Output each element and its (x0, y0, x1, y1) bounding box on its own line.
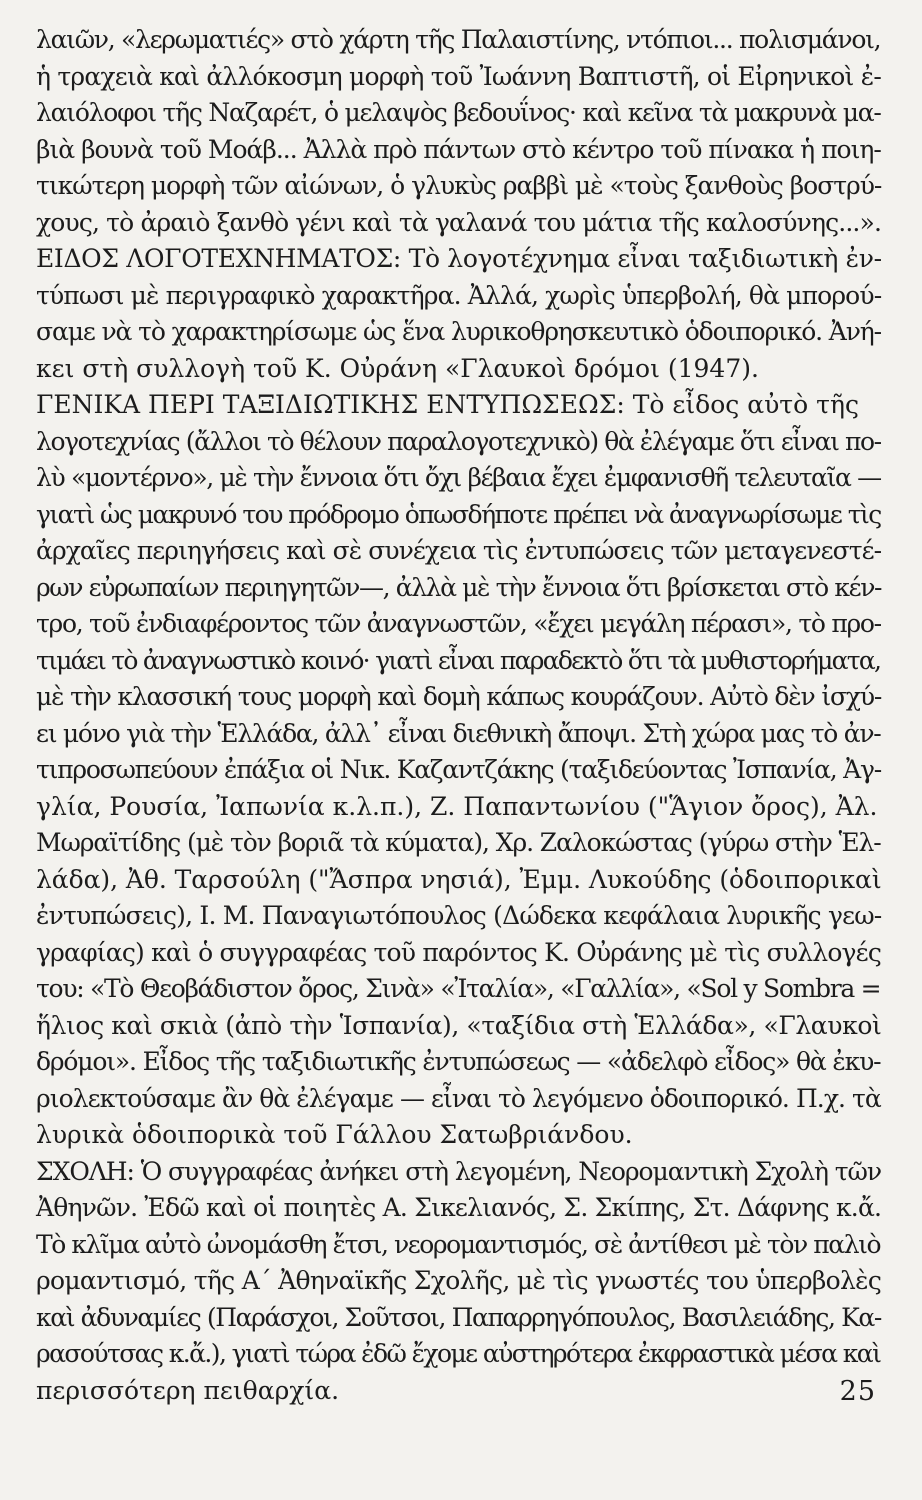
section-heading-line: ΓΕΝΙΚΑ ΠΕΡΙ ΤΑΞΙΔΙΩΤΙΚΗΣ ΕΝΤΥΠΩΣΕΩΣ: Τὸ εἶδος αὐτὸ τῆς (36, 390, 859, 419)
text-line: τικώτερη μορφὴ τῶν αἰώνων, ὁ γλυκὺς ραββὶ μὲ «τοὺς ξανθοὺς βοστρύ- (36, 171, 882, 200)
text-line: λάδα), Ἀθ. Ταρσούλη ("Ἄσπρα νησιά), Ἐμμ. Λυκούδης (ὁδοιπορικαὶ (36, 864, 882, 894)
text-line: λαιόλοφοι τῆς Ναζαρέτ, ὁ μελαψὸς βεδουΐνος· καὶ κεῖνα τὰ μακρυνὰ μα- (36, 98, 881, 127)
text-line: τύπωσι μὲ περιγραφικὸ χαρακτῆρα. Ἀλλά, χωρὶς ὑπερβολή, θὰ μπορού- (36, 280, 882, 310)
text-line: δρόμοι». Εἶδος τῆς ταξιδιωτικῆς ἐντυπώσεως — «ἀδελφὸ εἶδος» θὰ ἐκυ- (36, 1047, 881, 1076)
text-line: του: «Τὸ Θεοβάδιστον ὄρος, Σινὰ» «Ἰταλία», «Γαλλία», «Sol y Sombra = (36, 974, 881, 1003)
text-line: Ἀθηνῶν. Ἐδῶ καὶ οἱ ποιητὲς Α. Σικελιανός, Σ. Σκίπης, Στ. Δάφνης κ.ἄ. (36, 1193, 882, 1222)
text-line: λαιῶν, «λερωματιές» στὸ χάρτη τῆς Παλαιστίνης, ντόπιοι... πολισμάνοι, (36, 25, 881, 54)
text-line: χους, τὸ ἀραιὸ ξανθὸ γένι καὶ τὰ γαλανά του μάτια τῆς καλοσύνης...». (36, 207, 882, 237)
text-line: σαμε νὰ τὸ χαρακτηρίσωμε ὡς ἕνα λυρικοθρησκευτικὸ ὁδοιπορικό. Ἀνή- (36, 317, 881, 346)
text-line: γραφίας) καὶ ὁ συγγραφέας τοῦ παρόντος Κ. Οὐράνης μὲ τὶς συλλογές (36, 937, 882, 967)
text-line: ρων εὐρωπαίων περιηγητῶν—, ἀλλὰ μὲ τὴν ἔννοια ὅτι βρίσκεται στὸ κέν- (36, 572, 882, 602)
text-line: ἡ τραχειὰ καὶ ἀλλόκοσμη μορφὴ τοῦ Ἰωάννη Βαπτιστῆ, οἱ Εἰρηνικοὶ ἐ- (36, 61, 882, 91)
section-heading-line: ΕΙΔΟΣ ΛΟΓΟΤΕΧΝΗΜΑΤΟΣ: Τὸ λογοτέχνημα εἶναι ταξιδιωτικὴ ἐν- (36, 244, 882, 273)
text-line: λὺ «μοντέρνο», μὲ τὴν ἔννοια ὅτι ὄχι βέβαια ἔχει ἐμφανισθῆ τελευταῖα — (36, 463, 881, 492)
text-line: γιατὶ ὡς μακρυνό του πρόδρομο ὁπωσδήποτε πρέπει νὰ ἀναγνωρίσωμε τὶς (36, 499, 881, 529)
text-line: βιὰ βουνὰ τοῦ Μοάβ... Ἀλλὰ πρὸ πάντων στὸ κέντρο τοῦ πίνακα ἡ ποιη- (36, 134, 881, 164)
text-line: ρομαντισμό, τῆς Α´ Ἀθηναϊκῆς Σχολῆς, μὲ τὶς γνωστές του ὑπερβολὲς (36, 1266, 882, 1295)
text-line: ρασούτσας κ.ἄ.), γιατὶ τώρα ἐδῶ ἔχομε αὐστηρότερα ἐκφραστικὰ μέσα καὶ (36, 1339, 881, 1368)
text-line: ἥλιος καὶ σκιὰ (ἀπὸ τὴν Ἱσπανία), «ταξίδια στὴ Ἑλλάδα», «Γλαυκοὶ (36, 1010, 882, 1040)
text-line: Μωραϊτίδης (μὲ τὸν βοριᾶ τὰ κύματα), Χρ. Ζαλοκώστας (γύρω στὴν Ἑλ- (36, 828, 881, 857)
text-line: ει μόνο γιὰ τὴν Ἑλλάδα, ἀλλ᾽ εἶναι διεθνικὴ ἄποψι. Στὴ χώρα μας τὸ ἀν- (36, 718, 881, 748)
page-body (36, 22, 882, 1409)
text-line: ἀρχαῖες περιηγήσεις καὶ σὲ συνέχεια τὶς ἐντυπώσεις τῶν μεταγενεστέ- (36, 536, 882, 565)
text-line: τρο, τοῦ ἐνδιαφέροντος τῶν ἀναγνωστῶν, «ἔχει μεγάλη πέρασι», τὸ προ- (36, 609, 881, 638)
text-line: λυρικὰ ὁδοιπορικὰ τοῦ Γάλλου Σατωβριάνδου. (36, 1120, 633, 1149)
text-line: μὲ τὴν κλασσική τους μορφὴ καὶ δομὴ κάπως κουράζουν. Αὐτὸ δὲν ἰσχύ- (36, 682, 882, 711)
text-line: καὶ ἀδυναμίες (Παράσχοι, Σοῦτσοι, Παπαρρηγόπουλος, Βασιλειάδης, Κα- (36, 1302, 881, 1332)
section-heading-line: ΣΧΟΛΗ: Ὁ συγγραφέας ἀνήκει στὴ λεγομένη, Νεορομαντικὴ Σχολὴ τῶν (36, 1156, 882, 1186)
text-line: γλία, Ρουσία, Ἰαπωνία κ.λ.π.), Ζ. Παπαντωνίου ("Ἅγιον ὄρος), Ἀλ. (36, 791, 878, 821)
text-line: ριολεκτούσαμε ἂν θὰ ἐλέγαμε — εἶναι τὸ λεγόμενο ὁδοιπορικό. Π.χ. τὰ (36, 1083, 881, 1113)
text-line: κει στὴ συλλογὴ τοῦ Κ. Οὐράνη «Γλαυκοὶ δρόμοι (1947). (36, 353, 759, 383)
text-line: τιπροσωπεύουν ἐπάξια οἱ Νικ. Καζαντζάκης (ταξιδεύοντας Ἰσπανία, Ἀγ- (36, 755, 881, 784)
text-line: ἐντυπώσεις), Ι. Μ. Παναγιωτόπουλος (Δώδεκα κεφάλαια λυρικῆς γεω- (36, 901, 882, 930)
text-line: περισσότερη πειθαρχία. (36, 1375, 340, 1405)
text-line: λογοτεχνίας (ἄλλοι τὸ θέλουν παραλογοτεχνικὸ) θὰ ἐλέγαμε ὅτι εἶναι πο- (36, 426, 881, 456)
text-line: τιμάει τὸ ἀναγνωστικὸ κοινό· γιατὶ εἶναι παραδεκτὸ ὅτι τὰ μυθιστορήματα, (36, 645, 881, 675)
page-number: 25 (839, 1376, 876, 1407)
text-line: Τὸ κλῖμα αὐτὸ ὠνομάσθη ἔτσι, νεορομαντισμός, σὲ ἀντίθεσι μὲ τὸν παλιὸ (36, 1229, 881, 1259)
